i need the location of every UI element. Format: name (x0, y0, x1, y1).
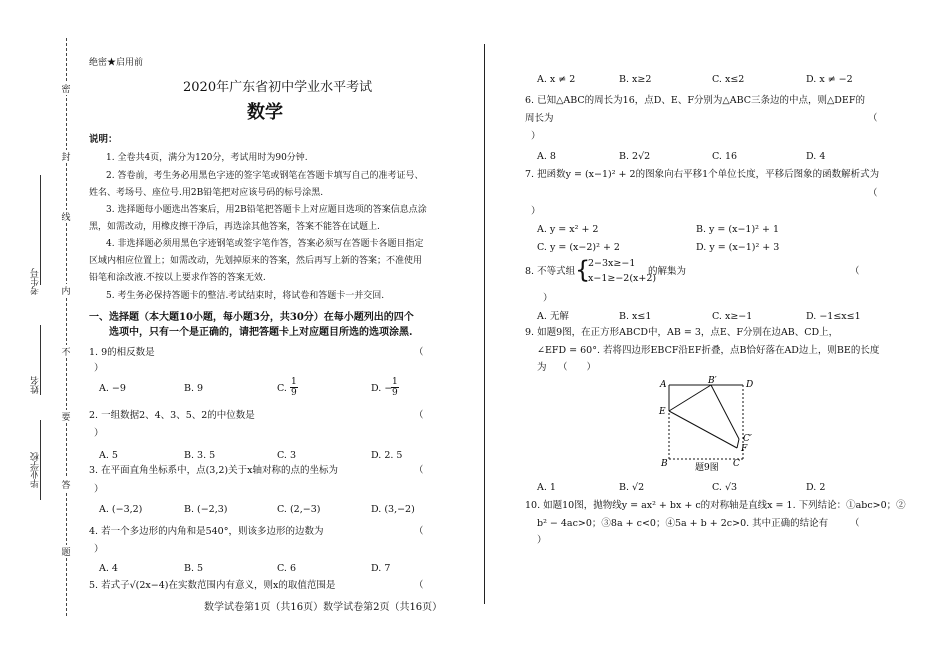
question-stem: b² − 4ac>0；③8a + c<0；④5a + b + 2c>0. 其中正确的结论有 (537, 518, 829, 529)
fraction-den: 9 (392, 388, 398, 398)
edge-eb-prime (669, 385, 711, 411)
note-line: 黑，如需改动，用橡皮擦干净后，再选涂其他答案，答案不能答在试题上. (89, 222, 380, 232)
answer-paren: （ (414, 410, 424, 421)
note-line: 1. 全卷共4页，满分为120分，考试用时为90分钟. (106, 153, 308, 163)
label-b: B (661, 459, 668, 469)
question-stem: 5. 若式子√(2x−4)在实数范围内有意义，则x的取值范围是 (89, 580, 336, 591)
question-stem: 的解集为 (648, 266, 687, 277)
label-e: E (659, 407, 666, 417)
option-c: C. x≤2 (712, 74, 745, 85)
fraction-num: 1 (291, 377, 297, 387)
option-c: C. (2,−3) (277, 504, 321, 515)
option-a: A. 5 (99, 450, 118, 461)
question-stem: 9. 如题9图，在正方形ABCD中，AB = 3，点E、F分别在边AB、CD上， (525, 327, 839, 338)
school-blank[interactable] (40, 420, 41, 500)
question-stem: 1. 9的相反数是 (89, 347, 155, 358)
edge-c-prime-f (737, 439, 739, 448)
option-b: B. √2 (619, 482, 645, 493)
answer-paren: ） (531, 131, 541, 142)
question-stem: 10. 如题10图，抛物线y = ax² + bx + c的对称轴是直线x = 1. 下列结论：①abc>0；② (525, 500, 906, 511)
answer-paren: ） (543, 293, 553, 304)
label-c-prime: C′ (743, 434, 752, 444)
brace-icon: { (575, 256, 591, 284)
note-line: 5. 考生务必保持答题卡的整洁.考试结束时，将试卷和答题卡一并交回. (106, 291, 385, 301)
cut-mark: 密 (60, 82, 72, 95)
binding-dashed-line (66, 38, 67, 616)
cut-mark: 线 (60, 210, 72, 223)
answer-paren: ） (94, 363, 104, 374)
option-b: B. x≥2 (619, 74, 652, 85)
question-stem: 8. 不等式组 (525, 266, 576, 277)
exam-title: 2020年广东省初中学业水平考试 (183, 80, 373, 95)
field-label-exam-number: 考生号 (31, 268, 41, 295)
exam-number-blank[interactable] (40, 175, 41, 285)
answer-paren: （ (414, 580, 424, 591)
question-stem: 2. 一组数据2、4、3、5、2的中位数是 (89, 410, 255, 421)
fraction (391, 377, 399, 398)
option-c: C. 6 (277, 563, 297, 574)
option-a: A. 4 (99, 563, 118, 574)
option-a: A. x ≠ 2 (537, 74, 576, 85)
answer-paren: （ (850, 266, 860, 277)
question-stem: 3. 在平面直角坐标系中，点(3,2)关于x轴对称的点的坐标为 (89, 465, 338, 476)
option-b: B. 9 (184, 383, 204, 394)
note-line: 2. 答卷前，考生务必用黑色字迹的签字笔或钢笔在答题卡填写自己的准考证号、 (106, 171, 424, 181)
label-d: D (746, 380, 754, 390)
option-c: C. (277, 383, 287, 394)
answer-paren: （ (868, 188, 878, 199)
option-d: D. 4 (806, 151, 826, 162)
field-label-school: 毕业学校 (31, 452, 41, 488)
subject-title: 数学 (247, 102, 283, 123)
answer-paren: ） (531, 206, 541, 217)
cut-mark: 答 (60, 478, 72, 491)
note-line: 4. 非选择题必须用黑色字迹钢笔或签字笔作答，答案必须写在答题卡各题目指定 (106, 239, 424, 249)
answer-paren: ） (94, 428, 104, 439)
option-d: D. x ≠ −2 (806, 74, 853, 85)
option-c: C. √3 (712, 482, 738, 493)
section1-line2: 选项中，只有一个是正确的，请把答题卡上对应题目所选的选项涂黑. (109, 327, 413, 338)
option-c: C. x≥−1 (712, 311, 753, 322)
option-a: A. −9 (99, 383, 126, 394)
option-d: D. 7 (371, 563, 391, 574)
answer-paren: （ (850, 518, 860, 529)
label-f: F (741, 444, 748, 454)
option-d: D. y = (x−1)² + 3 (696, 242, 780, 253)
question-stem: 4. 若一个多边形的内角和是540°，则该多边形的边数为 (89, 526, 324, 537)
edge-b-prime-c-prime (711, 385, 739, 439)
cut-mark: 不 (60, 345, 72, 358)
question-stem: 6. 已知△ABC的周长为16，点D、E、F分别为△ABC三条边的中点，则△DEF的 (525, 95, 865, 106)
label-a: A (660, 380, 667, 390)
option-a: A. 8 (537, 151, 556, 162)
name-blank[interactable] (40, 325, 41, 395)
question-stem: 为 (537, 362, 547, 373)
option-a: A. 1 (537, 482, 556, 493)
question-stem: 周长为 (525, 113, 554, 124)
page-divider (484, 44, 485, 604)
cut-mark: 要 (60, 410, 72, 423)
answer-paren: （ (414, 526, 424, 537)
option-b: B. 3. 5 (184, 450, 216, 461)
answer-paren: （ (868, 113, 878, 124)
note-line: 姓名、考场号、座位号.用2B铅笔把对应该号码的标号涂黑. (89, 188, 324, 198)
fraction-num: 1 (392, 377, 398, 387)
answer-paren: （ ） (558, 362, 597, 373)
cut-mark: 内 (60, 284, 72, 297)
option-d: D. −1≤x≤1 (806, 311, 861, 322)
note-line: 铅笔和涂改液.不按以上要求作答的答案无效. (89, 273, 266, 283)
option-b: B. (−2,3) (184, 504, 228, 515)
fraction-den: 9 (291, 388, 297, 398)
section1-line1: 一、选择题（本大题10小题，每小题3分，共30分）在每小题列出的四个 (89, 312, 414, 323)
cut-mark: 题 (60, 545, 72, 558)
answer-paren: ） (94, 484, 104, 495)
option-d: D. 2 (806, 482, 826, 493)
figure-9 (655, 375, 765, 475)
label-b-prime: B′ (708, 376, 717, 386)
option-a: A. 无解 (537, 311, 569, 322)
option-d: D. (3,−2) (371, 504, 415, 515)
question-stem: ∠EFD = 60°. 若将四边形EBCF沿EF折叠，点B恰好落在AD边上，则BE的长度 (537, 345, 880, 356)
option-b: B. 2√2 (619, 151, 651, 162)
option-b: B. x≤1 (619, 311, 652, 322)
label-c: C (733, 459, 740, 469)
option-d: D. − (371, 383, 393, 394)
option-c: C. y = (x−2)² + 2 (537, 242, 620, 253)
answer-paren: ） (94, 544, 104, 555)
figure-caption: 题9图 (695, 463, 719, 473)
page-footer: 数学试卷第1页（共16页）数学试卷第2页（共16页） (204, 602, 443, 613)
answer-paren: ） (537, 535, 547, 546)
fraction (290, 377, 298, 398)
secret-tag: 绝密★启用前 (89, 58, 144, 68)
option-a: A. (−3,2) (99, 504, 143, 515)
option-b: B. y = (x−1)² + 1 (696, 224, 780, 235)
option-a: A. y = x² + 2 (537, 224, 599, 235)
option-b: B. 5 (184, 563, 204, 574)
answer-paren: （ (414, 347, 424, 358)
note-line: 区域内相应位置上；如需改动，先划掉原来的答案，然后再写上新的答案；不准使用 (89, 256, 423, 266)
option-c: C. 16 (712, 151, 738, 162)
system-line: x−1≥−2(x+2) (588, 273, 657, 284)
cut-mark: 封 (60, 150, 72, 163)
field-label-name: 姓名 (31, 376, 41, 394)
notes-heading: 说明： (89, 134, 118, 145)
system-line: 2−3x≥−1 (588, 258, 636, 269)
note-line: 3. 选择题每小题选出答案后，用2B铅笔把答题卡上对应题目选项的答案信息点涂 (106, 205, 427, 215)
answer-paren: （ (414, 465, 424, 476)
option-d: D. 2. 5 (371, 450, 403, 461)
question-stem: 7. 把函数y = (x−1)² + 2的图象向右平移1个单位长度，平移后图象的函数解析式为 (525, 169, 880, 180)
option-c: C. 3 (277, 450, 297, 461)
